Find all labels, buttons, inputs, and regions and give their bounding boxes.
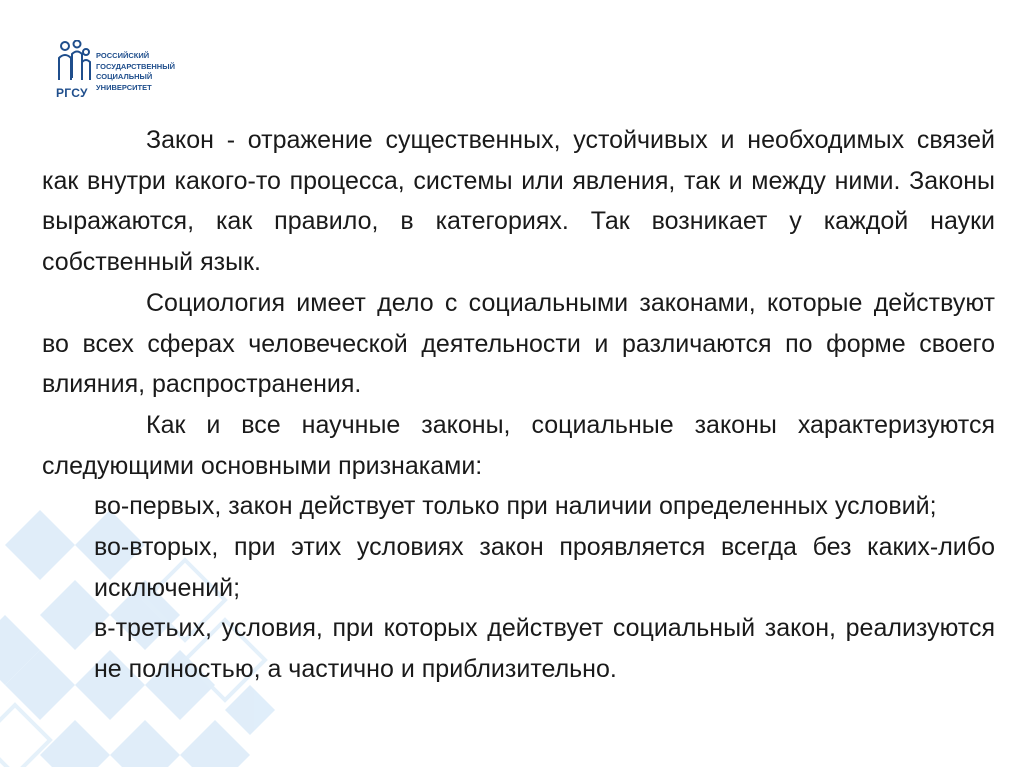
paragraph-law-definition: Закон - отражение существенных, устойчивых и необходимых связей как внутри какого-то процесса, системы или явления, так и между ними. Законы выражаются, как правило, в категориях. Так возникает у каждой науки собственный язык. — [42, 126, 995, 277]
logo-name-line: СОЦИАЛЬНЫЙ — [96, 72, 153, 81]
logo-name-line: УНИВЕРСИТЕТ — [96, 82, 152, 92]
list-item-first: во-первых, закон действует только при наличии определенных условий; — [94, 492, 937, 521]
logo-abbreviation: РГСУ — [56, 86, 88, 100]
paragraph-sociology-laws: Социология имеет дело с социальными законами, которые действуют во всех сферах человеческой деятельности и различаются по форме своего влияния, распространения. — [42, 288, 995, 399]
logo-university-name — [96, 51, 188, 93]
list-item-third: в-третьих, условия, при которых действует социальный закон, реализуются не полностью, а частично и приблизительно. — [94, 614, 995, 684]
university-logo — [56, 40, 186, 104]
list-item-second: во-вторых, при этих условиях закон проявляется всегда без каких-либо исключений; — [94, 533, 995, 602]
main-text — [42, 120, 995, 690]
logo-name-line: РОССИЙСКИЙ — [96, 51, 150, 60]
logo-name-line: ГОСУДАРСТВЕННЫЙ — [96, 61, 175, 71]
people-logo-icon — [56, 40, 92, 82]
paragraph-law-features: Как и все научные законы, социальные законы характеризуются следующими основными признаками: — [42, 410, 995, 480]
